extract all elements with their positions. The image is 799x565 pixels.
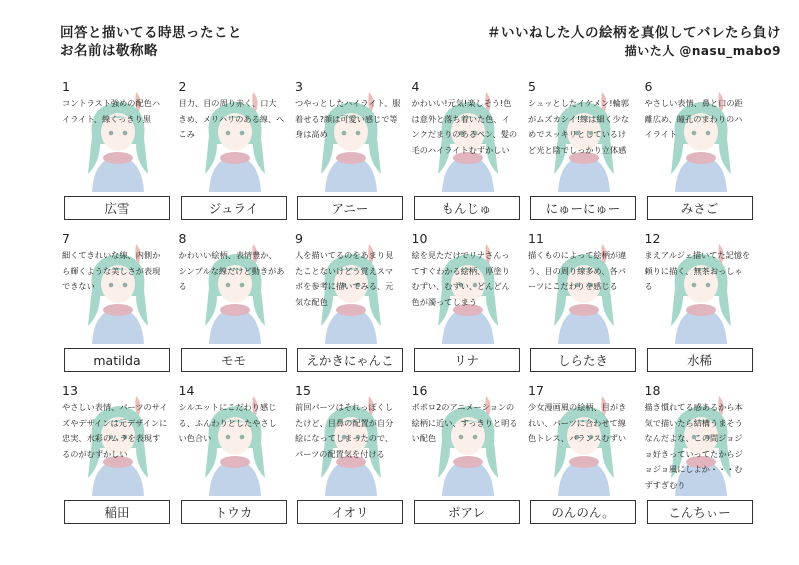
entry-number: 10 <box>411 231 428 246</box>
entry-comment: まえアルジェ描いてた記憶を頼りに描く、無茶おっしゃる <box>644 250 751 291</box>
entry-cell <box>175 384 292 536</box>
header-left <box>60 24 242 60</box>
entry-cell <box>175 232 292 384</box>
entry-name-box: ジュライ <box>181 196 287 220</box>
entry-cell <box>291 384 408 536</box>
entry-cell <box>641 232 758 384</box>
entry-cell <box>58 232 175 384</box>
entry-number: 3 <box>295 79 303 94</box>
entry-number: 4 <box>411 79 420 94</box>
entry-name-box: イオリ <box>297 500 403 524</box>
entry-name-box: こんちぃー <box>647 500 753 524</box>
entry-comment: 少女漫画風の絵柄、目がきれい、パーツに合わせて線色トレス、バランスむずい <box>528 402 627 443</box>
entry-name-box: matilda <box>64 348 170 372</box>
entry-grid <box>58 80 788 536</box>
entry-name-box: もんじゅ <box>414 196 520 220</box>
entry-name-box: にゅーにゅー <box>530 196 636 220</box>
entry-cell <box>175 80 292 232</box>
entry-comment: 前回パーツはそれっぽくしたけど、目鼻の配置が自分絵になってしまったので、パーツの配置気を付ける <box>295 402 394 459</box>
entry-name-box: 水稀 <box>647 348 753 372</box>
entry-cell <box>291 80 408 232</box>
entry-number: 8 <box>178 231 187 246</box>
entry-name-box: みさご <box>647 196 753 220</box>
entry-number: 5 <box>528 79 536 94</box>
entry-name-box: アニー <box>297 196 403 220</box>
entry-comment: かわいい絵柄、表情豊か、シンプルな線だけど動きがある <box>178 250 285 291</box>
entry-name-box: 稲田 <box>64 500 170 524</box>
entry-name-box: しらたき <box>530 348 636 372</box>
entry-name-box: のんのん。 <box>530 500 636 524</box>
entry-comment: シルエットにこだわり感じる、ふんわりとしたやさしい色合い <box>178 402 277 443</box>
entry-comment: かわいい!元気!楽しそう!色は意外と落ち着いた色、インクだまりのあるペン、髪の毛のハイライトむずかしい <box>411 98 518 155</box>
entry-name-box: リナ <box>414 348 520 372</box>
entry-name-box: 広雪 <box>64 196 170 220</box>
entry-name-box: トウカ <box>181 500 287 524</box>
entry-comment: つやっとしたハイライト、服着せる?顔は可愛い感じで等身は高め <box>295 98 401 139</box>
entry-comment: 絵を見ただけでリナさんってすぐわかる絵柄、厚塗りむずい、むずい、どんどん色が濁ってしまう <box>411 250 510 307</box>
entry-comment: やさしい表情、鼻と口の距離広め、瞳孔のまわりのハイライト <box>644 98 743 139</box>
entry-cell <box>524 80 641 232</box>
entry-number: 18 <box>644 383 661 398</box>
entry-number: 6 <box>644 79 653 94</box>
entry-comment: 描くものによって絵柄が違う、目の周り線多め、各パーツにこだわりを感じる <box>528 250 627 291</box>
entry-cell <box>58 80 175 232</box>
entry-number: 13 <box>62 383 78 398</box>
entry-number: 7 <box>62 231 70 246</box>
entry-number: 9 <box>295 231 303 246</box>
entry-comment: シュッとしたイケメン!輪郭がムズカシイ!線は細く少なめでスッキリとしているけど光と陰でしっかり立体感 <box>528 98 630 155</box>
entry-cell <box>641 384 758 536</box>
entry-cell <box>524 232 641 384</box>
entry-comment: 描き慣れてる感あるから本気で描いたら結構うまそうなんだよな、この間ジョジョ好きっていってたからジョジョ風にしよか・・・むずすぎむり <box>644 402 743 490</box>
entry-cell <box>408 232 525 384</box>
entry-comment: 細くてきれいな線、内側から輝くような美しさが表現できない <box>62 250 161 291</box>
entry-comment: ポポロ2のアニメーションの絵柄に近い、すっきりと明るい配色 <box>411 402 518 443</box>
entry-number: 1 <box>62 79 70 94</box>
entry-number: 16 <box>411 383 428 398</box>
header-line-2: お名前は敬称略 <box>60 43 158 59</box>
entry-cell <box>408 80 525 232</box>
entry-cell <box>291 232 408 384</box>
entry-name-box: ポアレ <box>414 500 520 524</box>
entry-number: 15 <box>295 383 311 398</box>
page-title: ＃いいねした人の絵柄を真似してバレたら負け <box>487 25 781 41</box>
entry-comment: やさしい表情、パーツのサイズやデザインは元デザインに忠実、水彩のムラを表現するのがむずかしい <box>62 402 168 459</box>
entry-cell <box>58 384 175 536</box>
entry-number: 12 <box>644 231 661 246</box>
entry-name-box: えかきにゃんこ <box>297 348 403 372</box>
header-line-1: 回答と描いてる時思ったこと <box>60 25 242 41</box>
entry-comment: コントラスト強めの配色ハイライト、線くっきり黒 <box>62 98 161 124</box>
entry-number: 11 <box>528 231 544 246</box>
entry-number: 2 <box>178 79 187 94</box>
entry-comment: 人を描いてるのをあまり見たことないけどう覚えスマボを参考に描いてみる、元気な配色 <box>295 250 394 307</box>
entry-name-box: モモ <box>181 348 287 372</box>
entry-cell <box>641 80 758 232</box>
entry-number: 17 <box>528 383 544 398</box>
entry-number: 14 <box>178 383 195 398</box>
entry-cell <box>408 384 525 536</box>
entry-cell <box>524 384 641 536</box>
header-right <box>487 24 781 60</box>
entry-comment: 目力、目の周り赤く、口大きめ、メリハリのある線、へこみ <box>178 98 285 139</box>
artist-credit: 描いた人 @nasu_mabo9 <box>624 44 781 58</box>
